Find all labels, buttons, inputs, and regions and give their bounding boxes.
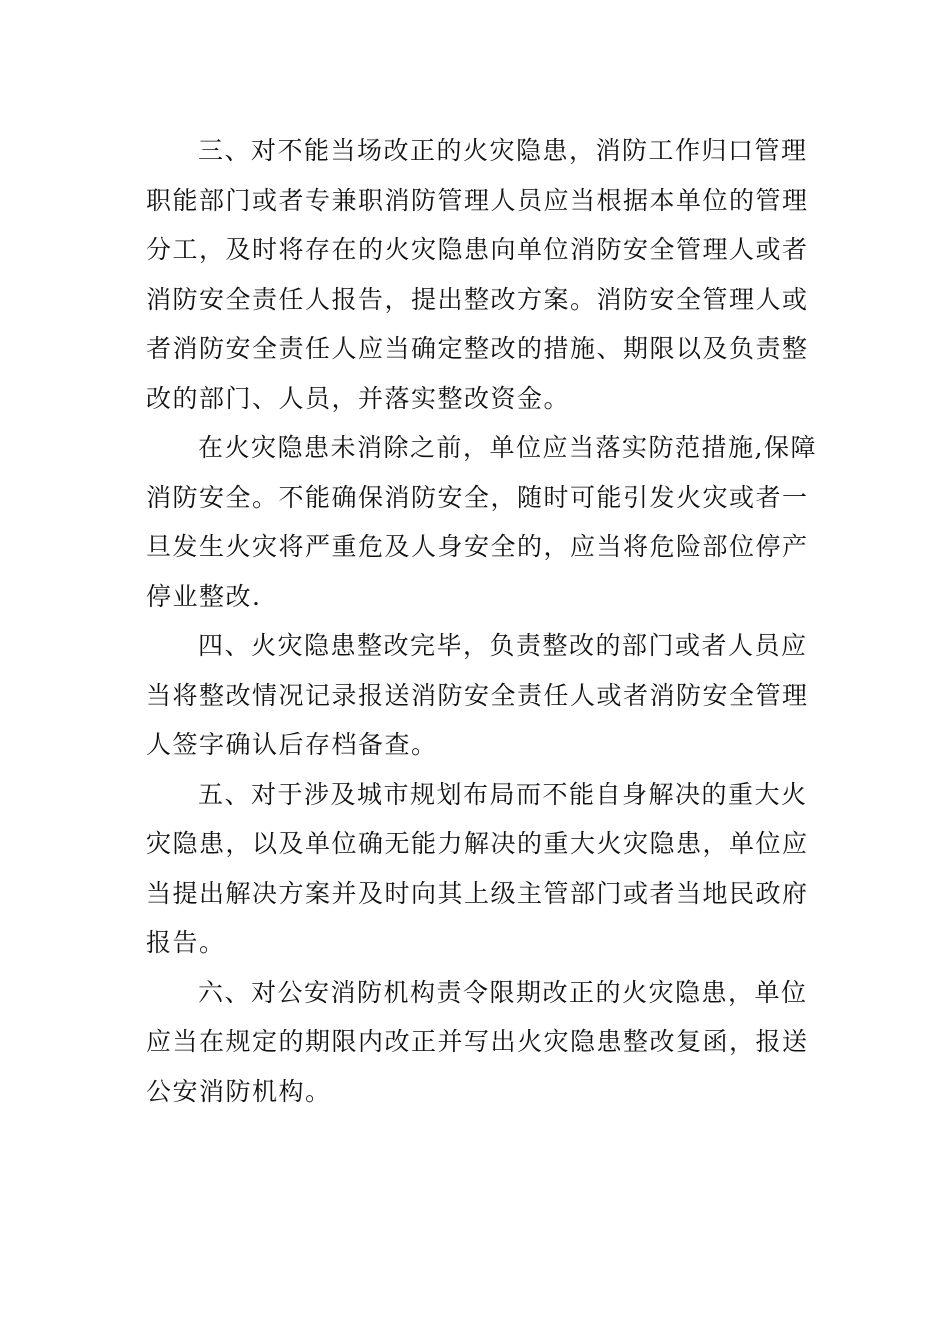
text-line: 当将整改情况记录报送消防安全责任人或者消防安全管理	[146, 680, 809, 710]
text-line: 当提出解决方案并及时向其上级主管部门或者当地民政府	[146, 878, 809, 908]
text-line: 应当在规定的期限内改正并写出火灾隐患整改复函，报送	[146, 1027, 809, 1056]
text-line: 改的部门、人员，并落实整改资金。	[146, 383, 571, 413]
text-line: 四、火灾隐患整改完毕，负责整改的部门或者人员应	[198, 631, 808, 660]
text-line: 公安消防机构。	[146, 1076, 332, 1106]
text-line: 职能部门或者专兼职消防管理人员应当根据本单位的管理	[146, 185, 809, 215]
text-line: 消防安全。不能确保消防安全，随时可能引发火灾或者一	[146, 482, 809, 512]
paragraph-item-3	[146, 126, 809, 423]
text-line: 三、对不能当场改正的火灾隐患，消防工作归口管理	[198, 136, 808, 165]
text-line: 消防安全责任人报告，提出整改方案。消防安全管理人或	[146, 284, 809, 314]
document-body	[146, 126, 817, 1116]
text-line: 报告。	[146, 928, 226, 957]
text-line: 五、对于涉及城市规划布局而不能自身解决的重大火	[198, 779, 808, 809]
paragraph-item-3-supplement	[146, 423, 817, 621]
text-line: 六、对公安消防机构责令限期改正的火灾隐患，单位	[198, 977, 808, 1007]
text-line: 停业整改.	[146, 581, 262, 611]
paragraph-item-6	[146, 968, 809, 1117]
paragraph-item-5	[146, 770, 809, 968]
text-line: 在火灾隐患未消除之前，单位应当落实防范措施,保障	[198, 433, 817, 462]
text-line: 旦发生火灾将严重危及人身安全的，应当将危险部位停产	[146, 532, 809, 561]
text-line: 者消防安全责任人应当确定整改的措施、期限以及负责整	[146, 334, 809, 363]
text-line: 人签字确认后存档备查。	[146, 730, 438, 759]
text-line: 分工，及时将存在的火灾隐患向单位消防安全管理人或者	[146, 235, 809, 264]
paragraph-item-4	[146, 621, 809, 770]
text-line: 灾隐患，以及单位确无能力解决的重大火灾隐患，单位应	[146, 829, 809, 858]
